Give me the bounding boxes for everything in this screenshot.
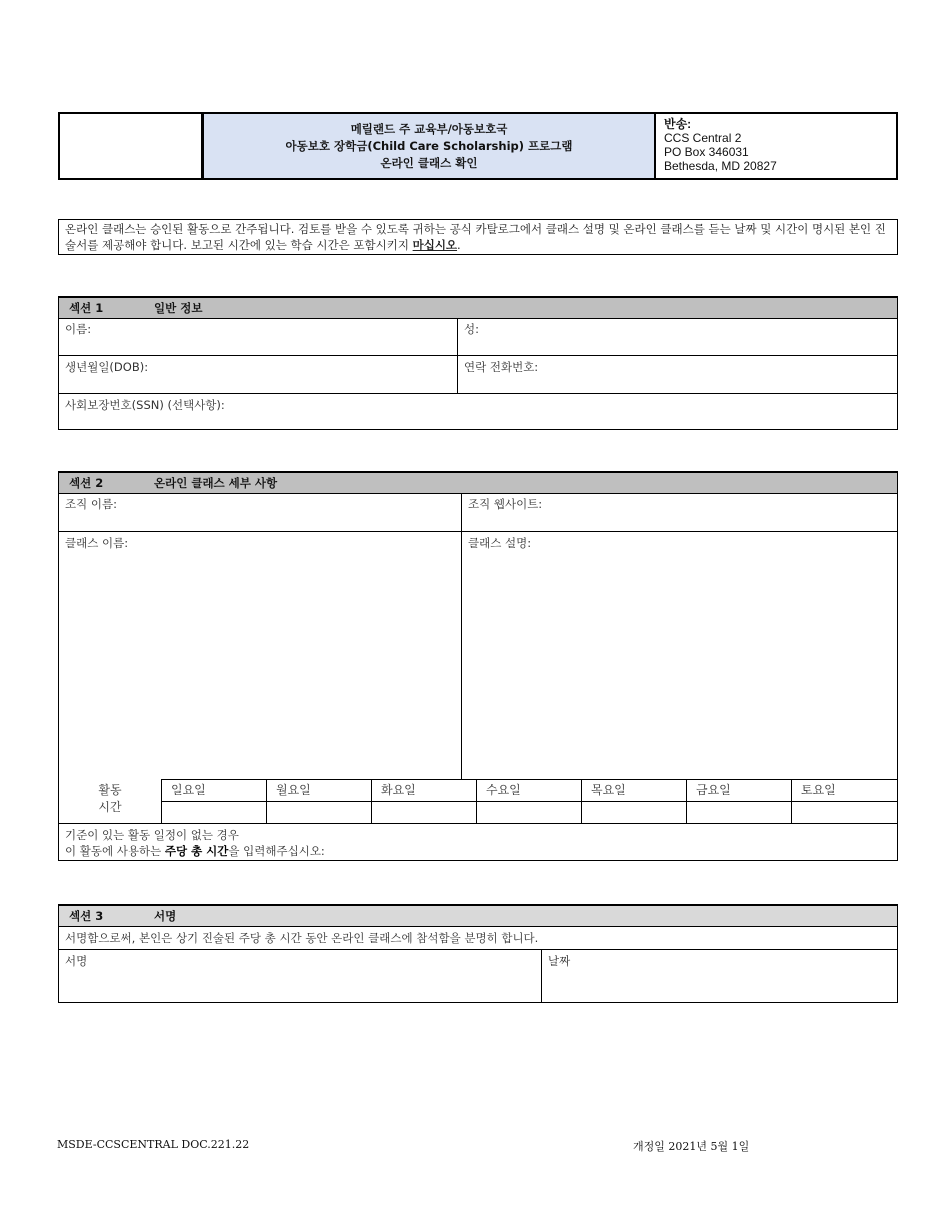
weekly-line-2b: 주당 총 시간 (164, 844, 229, 858)
section-1 (58, 296, 898, 430)
return-line-1: CCS Central 2 (664, 131, 742, 145)
activity-time-label (59, 779, 161, 823)
day-saturday: 토요일 (801, 783, 836, 797)
day-wednesday: 수요일 (486, 783, 521, 797)
section-3 (58, 904, 898, 1003)
notice-text: 온라인 클래스는 승인된 활동으로 간주됩니다. 검토를 받을 수 있도록 귀하는 공식 카탈로그에서 클래스 설명 및 온라인 클래스를 듣는 날짜 및 시간이 명시된 본인 진술서를 제공해야 합니다. 보고된 시간에 있는 학습 시간은 포함시키지 (65, 222, 886, 252)
logo-box (60, 114, 202, 178)
form-header (58, 112, 898, 180)
day-thursday: 목요일 (591, 783, 626, 797)
date-field[interactable] (542, 950, 897, 1003)
section-1-header (59, 298, 897, 318)
weekday-table (161, 779, 897, 823)
dob-label: 생년월일(DOB): (65, 360, 149, 374)
revision-date: 개정일 2021년 5월 1일 (633, 1140, 750, 1153)
section-3-title: 서명 (154, 909, 177, 923)
title-line-3: 온라인 클래스 확인 (380, 155, 478, 170)
org-name-label: 조직 이름: (65, 497, 117, 511)
notice-emphasis: 마십시오 (412, 238, 458, 252)
hours-wednesday-input[interactable] (477, 802, 581, 823)
dob-field[interactable] (59, 356, 457, 393)
document-id: MSDE-CCSCENTRAL DOC.221.22 (57, 1138, 250, 1151)
hours-monday-input[interactable] (267, 802, 371, 823)
first-name-field[interactable] (59, 318, 457, 355)
hours-friday-input[interactable] (687, 802, 791, 823)
section-2-title: 온라인 클래스 세부 사항 (154, 476, 278, 490)
section-2-number: 섹션 2 (69, 476, 104, 490)
return-label: 반송: (664, 117, 692, 131)
title-line-2: 아동보호 장학금(Child Care Scholarship) 프로그램 (285, 138, 573, 153)
hours-thursday-input[interactable] (582, 802, 686, 823)
ssn-label: 사회보장번호(SSN) (선택사항): (65, 398, 225, 412)
org-website-label: 조직 웹사이트: (468, 497, 543, 511)
org-name-field[interactable] (59, 493, 461, 531)
activity-time-line-2: 시간 (98, 800, 122, 814)
signature-label: 서명 (65, 954, 88, 968)
day-tuesday: 화요일 (381, 783, 416, 797)
title-line-1: 메릴랜드 주 교육부/아동보호국 (350, 121, 508, 136)
hours-tuesday-input[interactable] (372, 802, 476, 823)
return-line-3: Bethesda, MD 20827 (664, 159, 777, 173)
section-2-header (59, 473, 897, 493)
form-title (202, 114, 656, 178)
ssn-field[interactable] (59, 394, 897, 429)
weekly-total-field[interactable] (59, 824, 897, 861)
phone-field[interactable] (458, 356, 897, 393)
weekly-line-2a: 이 활동에 사용하는 (65, 844, 165, 858)
section-1-number: 섹션 1 (69, 301, 104, 315)
day-sunday: 일요일 (171, 783, 206, 797)
class-name-label: 클래스 이름: (65, 536, 129, 550)
signature-statement: 서명함으로써, 본인은 상기 진술된 주당 총 시간 동안 온라인 클래스에 참석함을 분명히 합니다. (65, 931, 539, 945)
day-monday: 월요일 (276, 783, 311, 797)
section-3-header (59, 906, 897, 926)
return-address (656, 114, 896, 178)
phone-label: 연락 전화번호: (464, 360, 539, 374)
class-description-field[interactable] (462, 532, 897, 780)
notice-box (58, 219, 898, 255)
class-description-label: 클래스 설명: (468, 536, 532, 550)
last-name-label: 성: (464, 322, 479, 336)
signature-field[interactable] (59, 950, 541, 1003)
date-label: 날짜 (548, 954, 571, 968)
weekly-line-2c: 을 입력해주십시오: (228, 844, 325, 858)
org-website-field[interactable] (462, 493, 897, 531)
class-name-field[interactable] (59, 532, 461, 780)
section-2 (58, 471, 898, 861)
section-3-number: 섹션 3 (69, 909, 104, 923)
hours-saturday-input[interactable] (792, 802, 897, 823)
weekly-line-1: 기준이 있는 활동 일정이 없는 경우 (65, 828, 239, 842)
return-line-2: PO Box 346031 (664, 145, 749, 159)
last-name-field[interactable] (458, 318, 897, 355)
section-1-title: 일반 정보 (154, 301, 203, 315)
hours-sunday-input[interactable] (162, 802, 266, 823)
activity-time-line-1: 활동 (98, 783, 122, 797)
day-friday: 금요일 (696, 783, 731, 797)
notice-end: . (457, 238, 461, 252)
first-name-label: 이름: (65, 322, 92, 336)
